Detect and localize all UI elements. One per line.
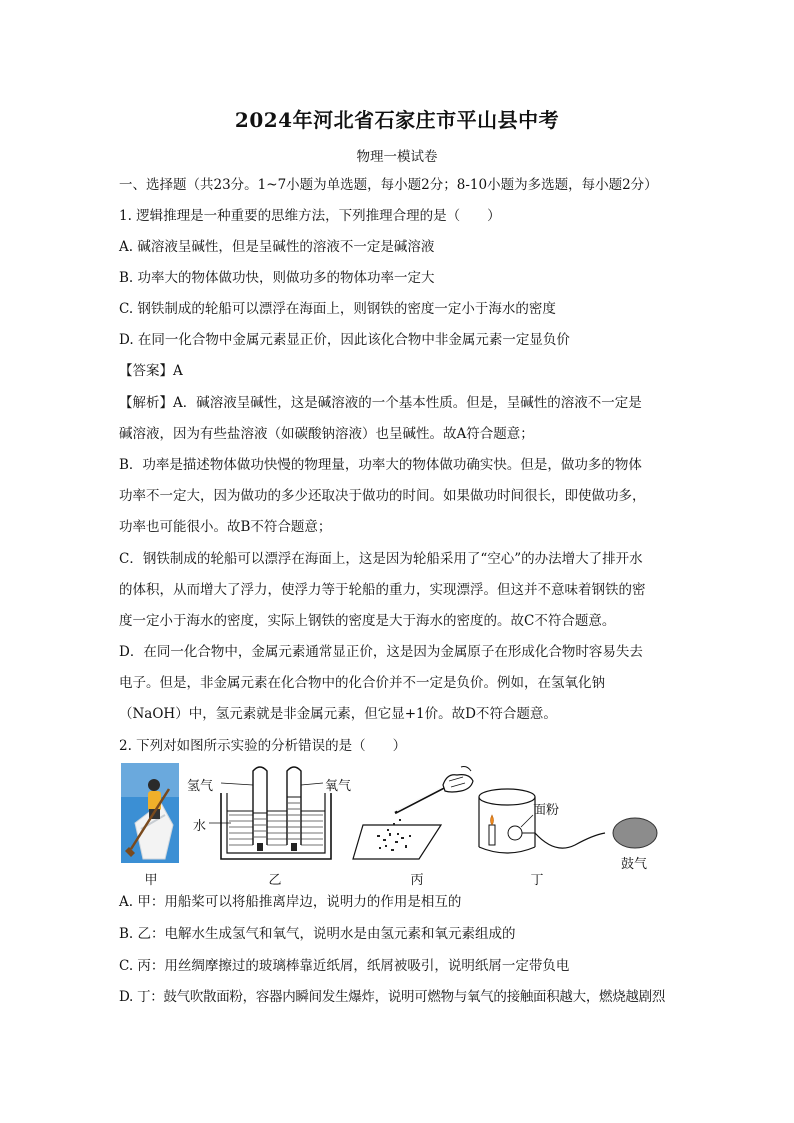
q1-analysis-line: 电子。但是，非金属元素在化合物中的化合价并不一定是负价。例如，在氢氧化钠 [119, 675, 605, 691]
q1-analysis-line: C．钢铁制成的轮船可以漂浮在海面上，这是因为轮船采用了“空心”的办法增大了排开水 [119, 551, 643, 567]
q1-analysis-line: 功率不一定大，因为做功的多少还取决于做功的时间。如果做功时间很长，即使做功多， [119, 488, 646, 504]
section-heading: 一、选择题（共23分。1~7小题为单选题，每小题2分；8-10小题为多选题，每小题2分） [119, 177, 658, 193]
label-blow: 鼓气 [621, 857, 648, 872]
q1-answer: 【答案】A [119, 363, 183, 379]
label-oxygen: 氧气 [325, 779, 352, 794]
q1-analysis-line: 度一定小于海水的密度，实际上钢铁的密度是大于海水的密度的。故C不符合题意。 [119, 613, 616, 629]
q1-analysis-line: 功率也可能很小。故B不符合题意； [119, 519, 332, 535]
q1-option-b: B. 功率大的物体做功快，则做功多的物体功率一定大 [119, 270, 435, 286]
caption-bing: 丙 [410, 873, 424, 888]
q2-option-c: C. 丙：用丝绸摩擦过的玻璃棒靠近纸屑，纸屑被吸引，说明纸屑一定带负电 [119, 958, 570, 974]
q1-option-c: C. 钢铁制成的轮船可以漂浮在海面上，则钢铁的密度一定小于海水的密度 [119, 301, 556, 317]
caption-ding: 丁 [530, 873, 544, 888]
q1-option-d: D. 在同一化合物中金属元素显正价，因此该化合物中非金属元素一定显负价 [119, 332, 570, 348]
q2-option-a: A. 甲：用船桨可以将船推离岸边，说明力的作用是相互的 [119, 894, 462, 910]
figure-ding-dust-explosion-diagram [475, 763, 679, 872]
q1-stem: 1. 逻辑推理是一种重要的思维方法，下列推理合理的是（ ） [119, 208, 501, 224]
figure-yi-electrolysis-diagram [187, 763, 361, 865]
q2-option-d: D. 丁：鼓气吹散面粉，容器内瞬间发生爆炸，说明可燃物与氧气的接触面积越大，燃烧越剧烈 [119, 989, 666, 1005]
q2-figure [119, 763, 679, 888]
caption-jia: 甲 [144, 873, 158, 888]
q1-option-a: A. 碱溶液呈碱性，但是呈碱性的溶液不一定是碱溶液 [119, 239, 435, 255]
page-subtitle: 物理一模试卷 [356, 149, 438, 165]
label-water: 水 [193, 819, 207, 834]
q1-analysis-line: （NaOH）中，氢元素就是非金属元素，但它显+1价。故D不符合题意。 [119, 706, 557, 722]
q1-analysis-line: 的体积，从而增大了浮力，使浮力等于轮船的重力，实现漂浮。但这并不意味着钢铁的密 [119, 582, 646, 598]
label-hydrogen: 氢气 [187, 779, 214, 794]
figure-jia-boat-image [121, 763, 179, 863]
caption-yi: 乙 [268, 873, 282, 888]
q2-stem: 2. 下列对如图所示实验的分析错误的是（ ） [119, 738, 407, 754]
q1-analysis-line: B．功率是描述物体做功快慢的物理量，功率大的物体做功确实快。但是，做功多的物体 [119, 457, 642, 473]
q1-analysis-line: 碱溶液，因为有些盐溶液（如碳酸钠溶液）也呈碱性。故A符合题意； [119, 426, 534, 442]
label-flour: 面粉 [533, 803, 560, 818]
page-title: 2024年河北省石家庄市平山县中考 [234, 108, 560, 132]
figure-bing-rod-diagram [349, 763, 479, 863]
q1-analysis-line: 【解析】A．碱溶液呈碱性，这是碱溶液的一个基本性质。但是，呈碱性的溶液不一定是 [119, 395, 642, 411]
q1-analysis-line: D．在同一化合物中，金属元素通常显正价，这是因为金属原子在形成化合物时容易失去 [119, 644, 643, 660]
q2-option-b: B. 乙：电解水生成氢气和氧气，说明水是由氢元素和氧元素组成的 [119, 926, 516, 942]
